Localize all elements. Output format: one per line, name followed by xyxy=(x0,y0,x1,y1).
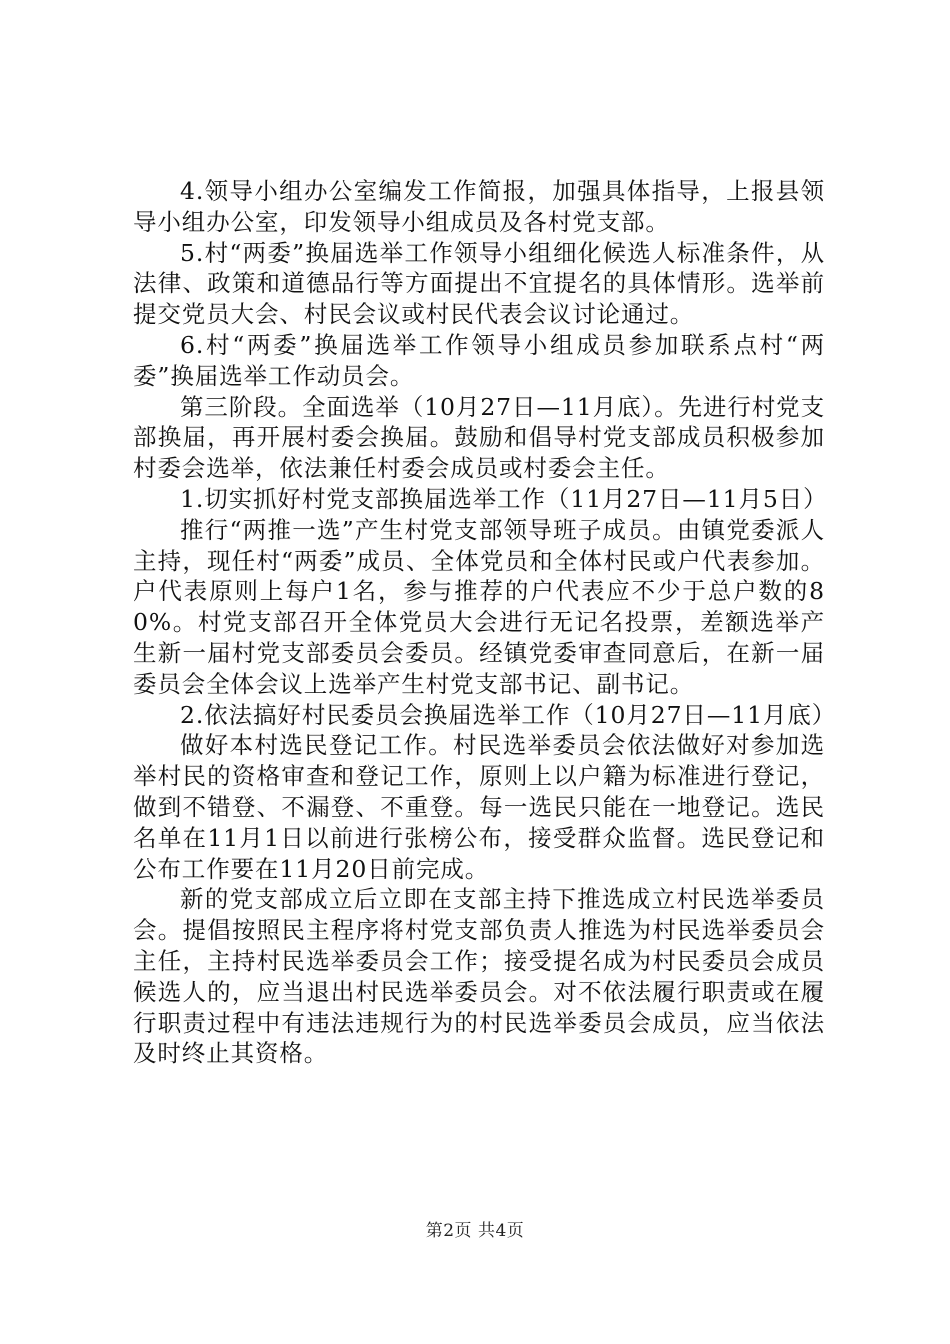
paragraph-party-branch-heading: 1.切实抓好村党支部换届选举工作（11月27日—11月5日） xyxy=(180,484,828,513)
paragraph-voter-registration: 做好本村选民登记工作。村民选举委员会依法做好对参加选举村民的资格审查和登记工作，原则上以户籍为标准进行登记，做到不错登、不漏登、不重登。每一选民只能在一地登记。选民名单在11月1日以前进行张榜公布，接受群众监督。选民登记和公布工作要在11月20日前完成。 xyxy=(133,731,825,883)
paragraph-two-recommend-one-elect: 推行“两推一选”产生村党支部领导班子成员。由镇党委派人主持，现任村“两委”成员、全体党员和全体村民或户代表参加。户代表原则上每户1名，参与推荐的户代表应不少于总户数的80%。村党支部召开全体党员大会进行无记名投票，差额选举产生新一届村党支部委员会委员。经镇党委审查同意后，在新一届委员会全体会议上选举产生村党支部书记、副书记。 xyxy=(133,515,825,698)
paragraph-report: 4.领导小组办公室编发工作简报，加强具体指导，上报县领导小组办公室，印发领导小组成员及各村党支部。 xyxy=(133,177,825,236)
paragraph-village-committee-heading: 2.依法搞好村民委员会换届选举工作（10月27日—11月底） xyxy=(180,700,837,729)
paragraph-mobilization-meeting: 6.村“两委”换届选举工作领导小组成员参加联系点村“两委”换届选举工作动员会。 xyxy=(133,330,825,390)
paragraph-election-committee: 新的党支部成立后立即在支部主持下推选成立村民选举委员会。提倡按照民主程序将村党支部负责人推选为村民选举委员会主任，主持村民选举委员会工作；接受提名成为村民委员会成员候选人的，应当退出村民选举委员会。对不依法履行职责或在履行职责过程中有违法违规行为的村民选举委员会成员，应当依法及时终止其资格。 xyxy=(133,885,825,1068)
document-body xyxy=(133,176,837,1069)
paragraph-stage-three: 第三阶段。全面选举（10月27日—11月底）。先进行村党支部换届，再开展村委会换届。鼓励和倡导村党支部成员积极参加村委会选举，依法兼任村委会成员或村委会主任。 xyxy=(133,392,825,483)
page-number-footer: 第2页 共4页 xyxy=(425,1221,525,1241)
paragraph-candidate-criteria: 5.村“两委”换届选举工作领导小组细化候选人标准条件，从法律、政策和道德品行等方面提出不宜提名的具体情形。选举前提交党员大会、村民会议或村民代表会议讨论通过。 xyxy=(133,238,825,329)
